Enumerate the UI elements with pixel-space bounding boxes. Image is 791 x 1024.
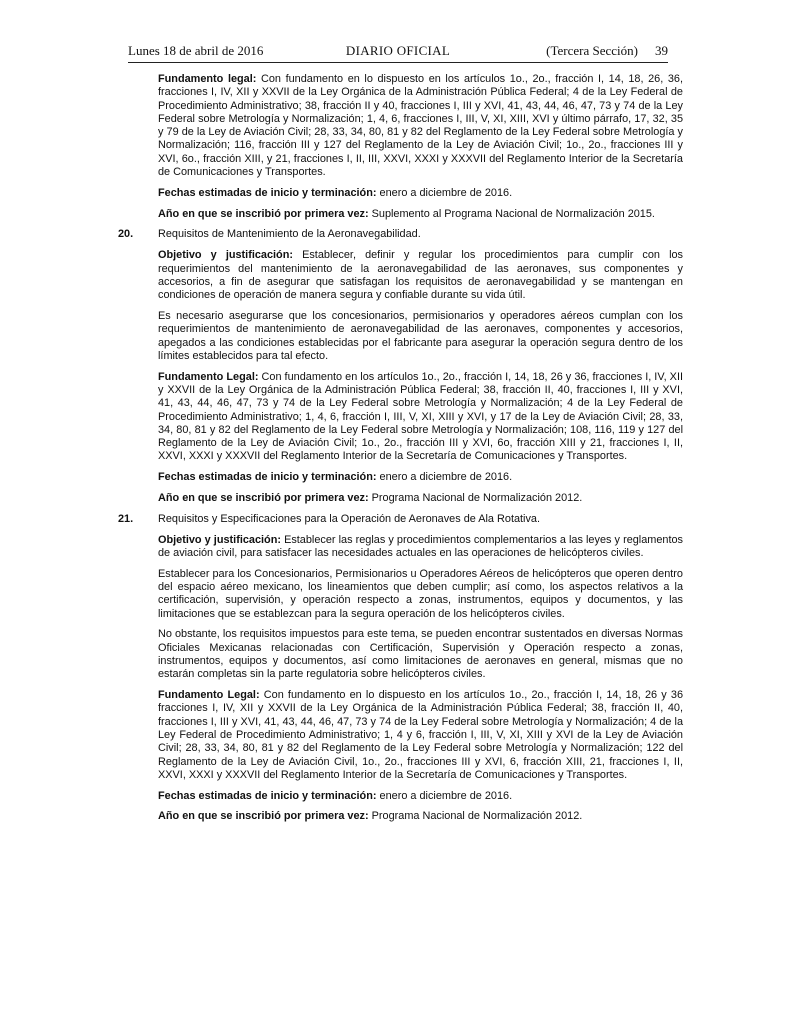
item20-anio (158, 492, 683, 505)
page-header (128, 40, 668, 63)
item-number: 20. (118, 228, 134, 241)
item20-paragraph: Es necesario asegurarse que los concesionarios, permisionarios y operadores aéreos cumplan con los requerimientos de mantenimiento de aeronavegabilidad de las aeronaves, componentes y accesorios, apegados a las condiciones establecidas por el fabricante para asegurar la operación segura dentro de los límites establecidos para tal efecto. (158, 309, 683, 362)
document-body (118, 73, 683, 831)
fundamento-text: Con fundamento en lo dispuesto en los artículos 1o., 2o., fracción I, 14, 18, 26 y 36 fracciones I, IV, XII y XXVII de la Ley Orgánica de la Administración Pública Federal; 38, fracción II, 40, fracciones I, III y XVI, 41, 43, 44, 46, 47, 73 y 74 de la Ley Federal sobre Metrología y Normalización; 4 de la Ley Federal de Procedimiento Administrativo; 1, 4 y 6, fracción I, III, V, XI, XIII y XVI de la Ley de Aviación Civil; 28, 33, 34, 80, 81 y 82 del Reglamento de la Ley Federal sobre Metrología y Normalización; 122 del Reglamento de la Ley de Aviación Civil, 1o., 2o., fracciones III y XVI, 6, fracción XIII, 21, fracciones I, II, XXVI, XXXI y XXXVII del Reglamento Interior de la Secretaría de Comunicaciones y Transportes. (158, 689, 684, 781)
anio-text: Suplemento al Programa Nacional de Normalización 2015. (368, 207, 655, 220)
objetivo-label: Objetivo y justificación: (158, 249, 293, 262)
header-title: DIARIO OFICIAL (345, 43, 451, 58)
item-20-heading (118, 228, 683, 241)
anio-text: Programa Nacional de Normalización 2012. (368, 492, 583, 505)
block19-anio (158, 208, 683, 221)
fundamento-label: Fundamento legal: (158, 73, 257, 85)
item21-anio (158, 810, 683, 823)
fundamento-text: Con fundamento en los artículos 1o., 2o., fracción I, 14, 18, 26 y 36, fracciones I, IV, XII y XXVII de la Ley Orgánica de la Administración Pública Federal; 38, fracción II, 40, fracciones I, III y XVI, 41, 43, 44, 46, 47, 73 y 74 de la Ley Federal sobre Metrología y Normalización; 4 de la Ley Federal de Procedimiento Administrativo; 1, 4, 6, fracción I, III, V, XI, XIII y XVI, y 17 de la Ley de Aviación Civil; 28, 33, 34, 80, 81 y 82 del Reglamento de la Ley Federal sobre Metrología y Normalización; 108, 116, 119 y 127 del Reglamento de la Ley de Aviación Civil; 1o., 2o., fracción III y XVI, 6o, fracción XIII y 21, fracciones I, II, XXVI, XXXI y XXXVII del Reglamento Interior de la Secretaría de Comunicaciones y Transportes. (158, 370, 683, 463)
header-section: (Tercera Sección) (546, 43, 638, 58)
objetivo-text: Establecer, definir y regular los procedimientos para cumplir con los requerimientos del mantenimiento de la aeronavegabilidad de las aeronaves, sus componentes y accesorios, a fin de asegurar que satisfagan los requisitos de aeronavegabilidad y se mantengan en condiciones de operación de manera segura y confiable durante su vida útil. (158, 249, 683, 302)
item21-objetivo (158, 534, 683, 561)
block19-fechas (158, 187, 683, 200)
item-number: 21. (118, 512, 134, 525)
fechas-label: Fechas estimadas de inicio y terminación: (158, 471, 377, 484)
anio-label: Año en que se inscribió por primera vez: (158, 207, 369, 220)
fechas-label: Fechas estimadas de inicio y terminación: (158, 789, 377, 802)
anio-text: Programa Nacional de Normalización 2012. (368, 810, 583, 823)
fechas-text: enero a diciembre de 2016. (376, 186, 513, 199)
anio-label: Año en que se inscribió por primera vez: (158, 810, 369, 823)
fechas-text: enero a diciembre de 2016. (376, 789, 513, 802)
fechas-label: Fechas estimadas de inicio y terminación: (158, 186, 377, 199)
objetivo-label: Objetivo y justificación: (158, 533, 281, 546)
item20-objetivo (158, 249, 683, 302)
fundamento-label: Fundamento Legal: (158, 370, 259, 383)
item-title: Requisitos y Especificaciones para la Operación de Aeronaves de Ala Rotativa. (158, 512, 540, 525)
fechas-text: enero a diciembre de 2016. (376, 471, 513, 484)
objetivo-text: Establecer las reglas y procedimientos complementarios a las leyes y reglamentos de aviación civil, para satisfacer las necesidades actuales en las operaciones de helicópteros civiles. (158, 533, 683, 559)
header-date: Lunes 18 de abril de 2016 (128, 43, 264, 58)
fundamento-label: Fundamento Legal: (158, 689, 260, 702)
item-21-heading (118, 512, 683, 526)
item-title: Requisitos de Mantenimiento de la Aeronavegabilidad. (158, 228, 421, 241)
item20-fechas (158, 471, 683, 484)
item21-fundamento (158, 689, 683, 782)
block19-fundamento (158, 73, 683, 179)
anio-label: Año en que se inscribió por primera vez: (158, 492, 369, 505)
item21-paragraph: Establecer para los Concesionarios, Permisionarios u Operadores Aéreos de helicópteros que operen dentro del espacio aéreo mexicano, los lineamientos que deben cumplir; así como, los aspectos relativos a la certificación, supervisión, y operación respecto a zonas, instrumentos, equipos y documentos, y las limitaciones que se establezcan para la segura operación de los helicópteros civiles. (158, 567, 683, 620)
item20-fundamento (158, 371, 683, 464)
fundamento-text: Con fundamento en lo dispuesto en los artículos 1o., 2o., fracción I, 14, 18, 26, 36, fracciones I, IV, XII y XXVII de la Ley Orgánica de la Administración Pública Federal; 4 de la Ley Federal de Procedimiento Administrativo; 38, fracción II y 40, fracciones I, III y XVI, 41, 43, 44, 46, 47, 73 y 74 de la Ley Federal sobre Metrología y Normalización; 1, 4, 6, fracciones I, III, V, XI, XIII, XVI y último párrafo, 17, 32, 35 y 79 de la Ley de Aviación Civil; 28, 33, 34, 80, 81 y 82 del Reglamento de la Ley Federal sobre Metrología y Normalización; 116, fracción III y 127 del Reglamento de la Ley de Aviación Civil; 1o., 2o., fracciones III y XVI, 6o., fracción XIII, y 21, fracciones I, II, III, XXVI, XXXI y XXXVII del Reglamento Interior de la Secretaría de Comunicaciones y Transportes. (158, 73, 684, 179)
item21-paragraph: No obstante, los requisitos impuestos para este tema, se pueden encontrar sustentados en diversas Normas Oficiales Mexicanas relacionadas con Certificación, Supervisión y Operación respecto a zonas, instrumentos, equipos y documentos, así como limitaciones de aeronaves en general, mismas que no estarán completas sin la parte regulatoria sobre helicópteros civiles. (158, 628, 683, 681)
item21-fechas (158, 790, 683, 803)
header-page-number: 39 (655, 43, 668, 58)
